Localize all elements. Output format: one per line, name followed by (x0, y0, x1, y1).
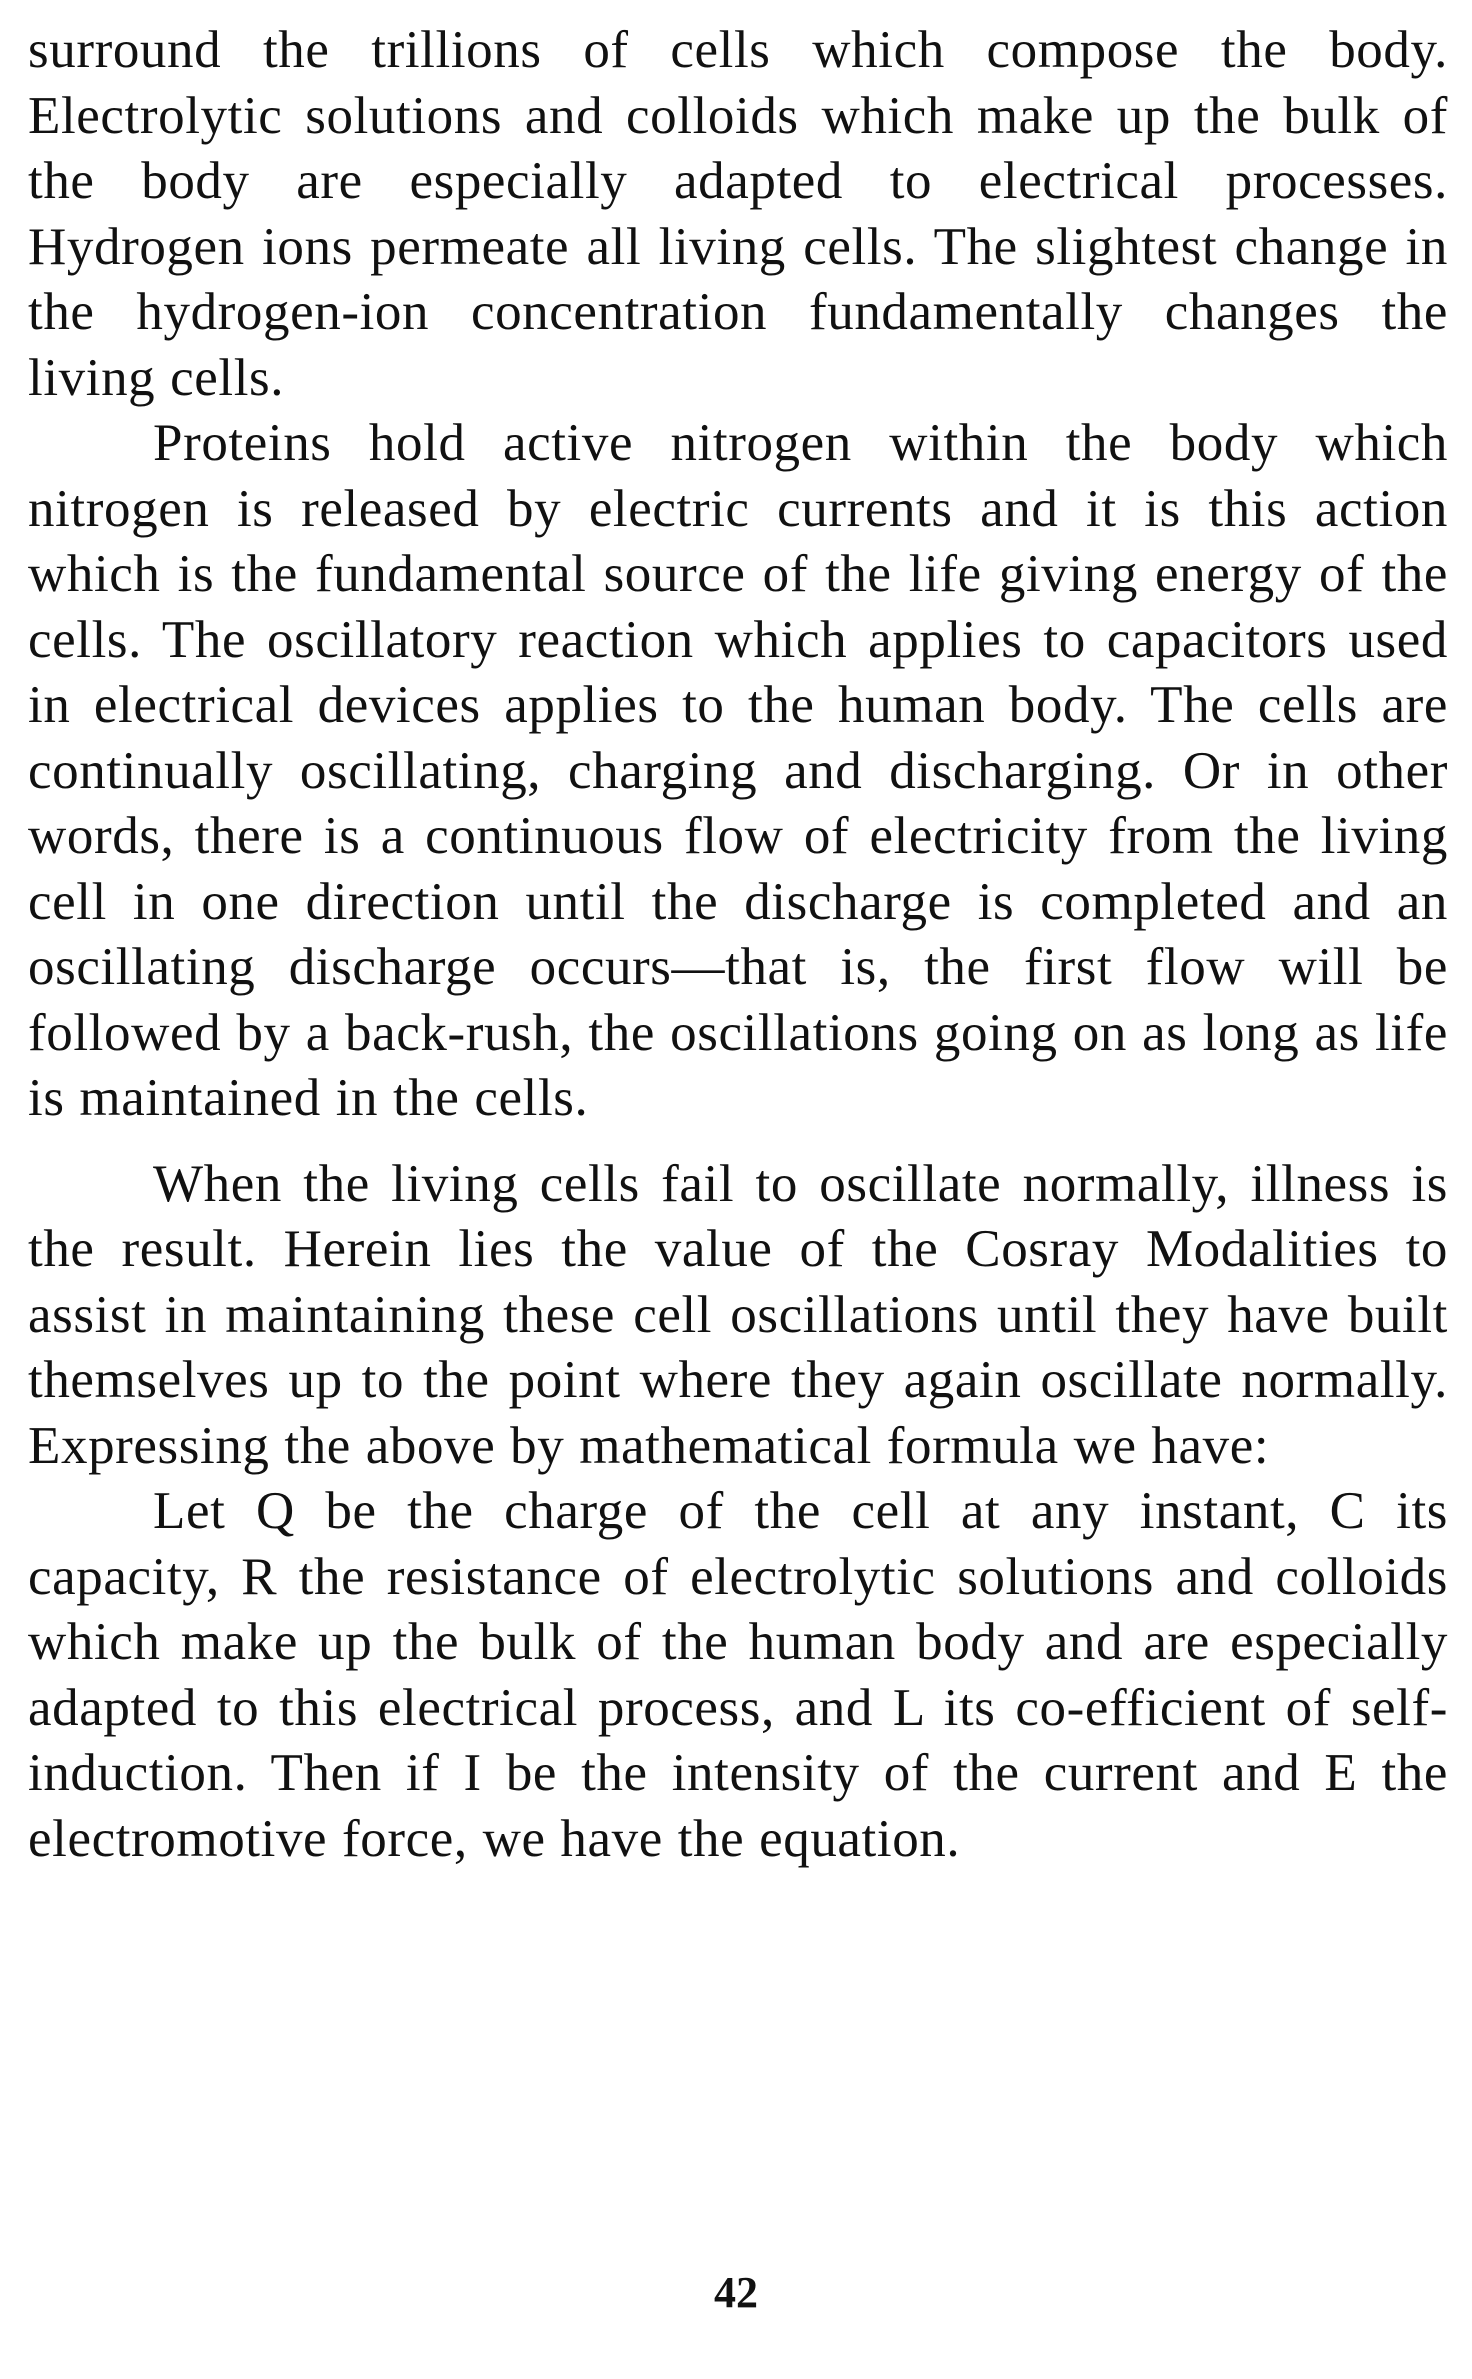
paragraph-oscillation: When the living cells fail to oscillate normally, illness is the result. Herein lies the value of the Cosray Modalities to assist in maintaining these cell oscillations until they have built themselves up to the point where they again oscillate normally. Expressing the above by mathematical formula we have: (28, 1154, 1448, 1475)
body-text (28, 18, 1448, 1872)
paragraph-formula-intro: Let Q be the charge of the cell at any instant, C its capacity, R the resistance of electrolytic solutions and colloids which make up the bulk of the human body and are especially adapted to this electrical process, and L its co-efficient of self-induction. Then if I be the intensity of the current and E the electromotive force, we have the equation. (28, 1482, 1448, 1868)
paragraph-proteins: Proteins hold active nitrogen within the body which nitrogen is released by electric currents and it is this action which is the fundamental source of the life giving energy of the cells. The oscillatory reaction which applies to capacitors used in electrical devices applies to the human body. The cells are continually oscillating, charging and discharging. Or in other words, there is a continuous flow of electricity from the living cell in one direction until the discharge is completed and an oscillating discharge occurs—that is, the first flow will be followed by a back-rush, the oscillations going on as long as life is maintained in the cells. (28, 414, 1448, 1127)
paragraph-continued: surround the trillions of cells which compose the body. Electrolytic solutions and colloids which make up the bulk of the body are especially adapted to electrical processes. Hydrogen ions permeate all living cells. The slightest change in the hydrogen-ion concentration fundamentally changes the living cells. (28, 21, 1448, 407)
page-number: 42 (714, 2268, 758, 2317)
book-page (28, 18, 1448, 2358)
